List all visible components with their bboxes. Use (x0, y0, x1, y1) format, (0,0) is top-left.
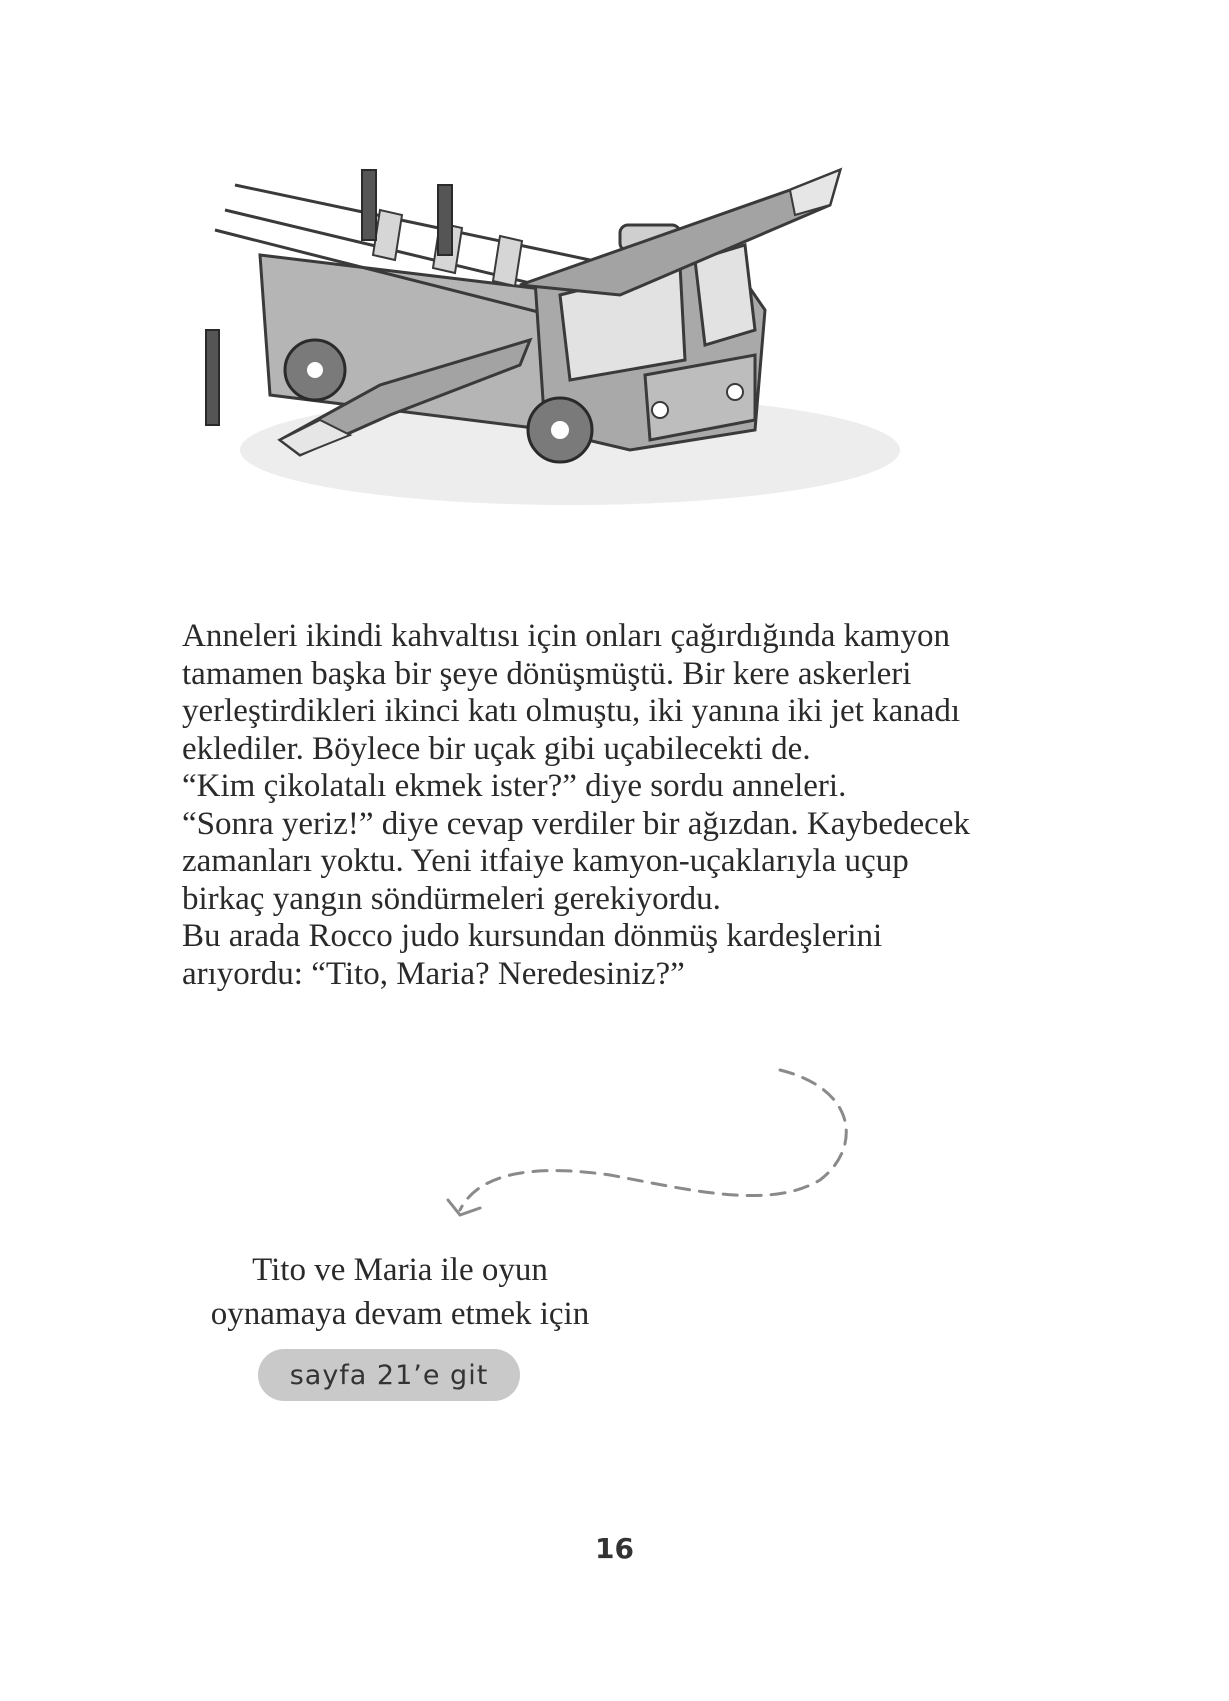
dashed-curved-arrow-icon (440, 1060, 880, 1240)
paragraph-line: Anneleri ikindi kahvaltısı için onları çağırdığında kamyon (182, 618, 950, 654)
paragraph-line: tamamen başka bir şeye dönüşmüştü. Bir kere askerleri (182, 655, 912, 692)
paragraph-line: Bu arada Rocco judo kursundan dönmüş kardeşlerini (182, 918, 883, 954)
page-number: 16 (595, 1532, 634, 1565)
paragraph-line: arıyordu: “Tito, Maria? Neredesiniz?” (182, 955, 685, 992)
goto-page-21-button[interactable] (258, 1349, 520, 1401)
goto-instruction-line: Tito ve Maria ile oyun (252, 1252, 548, 1288)
goto-page-label: sayfa 21’e git (289, 1359, 489, 1391)
paragraph-line: yerleştirdikleri ikinci katı olmuştu, iki yanına iki jet kanadı (182, 693, 961, 729)
fire-truck-airplane-illustration (190, 130, 930, 550)
paragraph-line: “Sonra yeriz!” diye cevap verdiler bir ağızdan. Kaybedecek (182, 805, 970, 842)
story-paragraph (182, 618, 1012, 993)
paragraph-line: “Kim çikolatalı ekmek ister?” diye sordu anneleri. (182, 768, 847, 804)
goto-instruction (170, 1248, 630, 1336)
paragraph-line: birkaç yangın söndürmeleri gerekiyordu. (182, 880, 721, 917)
goto-instruction-line: oynamaya devam etmek için (210, 1296, 590, 1332)
paragraph-line: eklediler. Böylece bir uçak gibi uçabilecekti de. (182, 730, 811, 767)
paragraph-line: zamanları yoktu. Yeni itfaiye kamyon-uçaklarıyla uçup (182, 843, 909, 879)
